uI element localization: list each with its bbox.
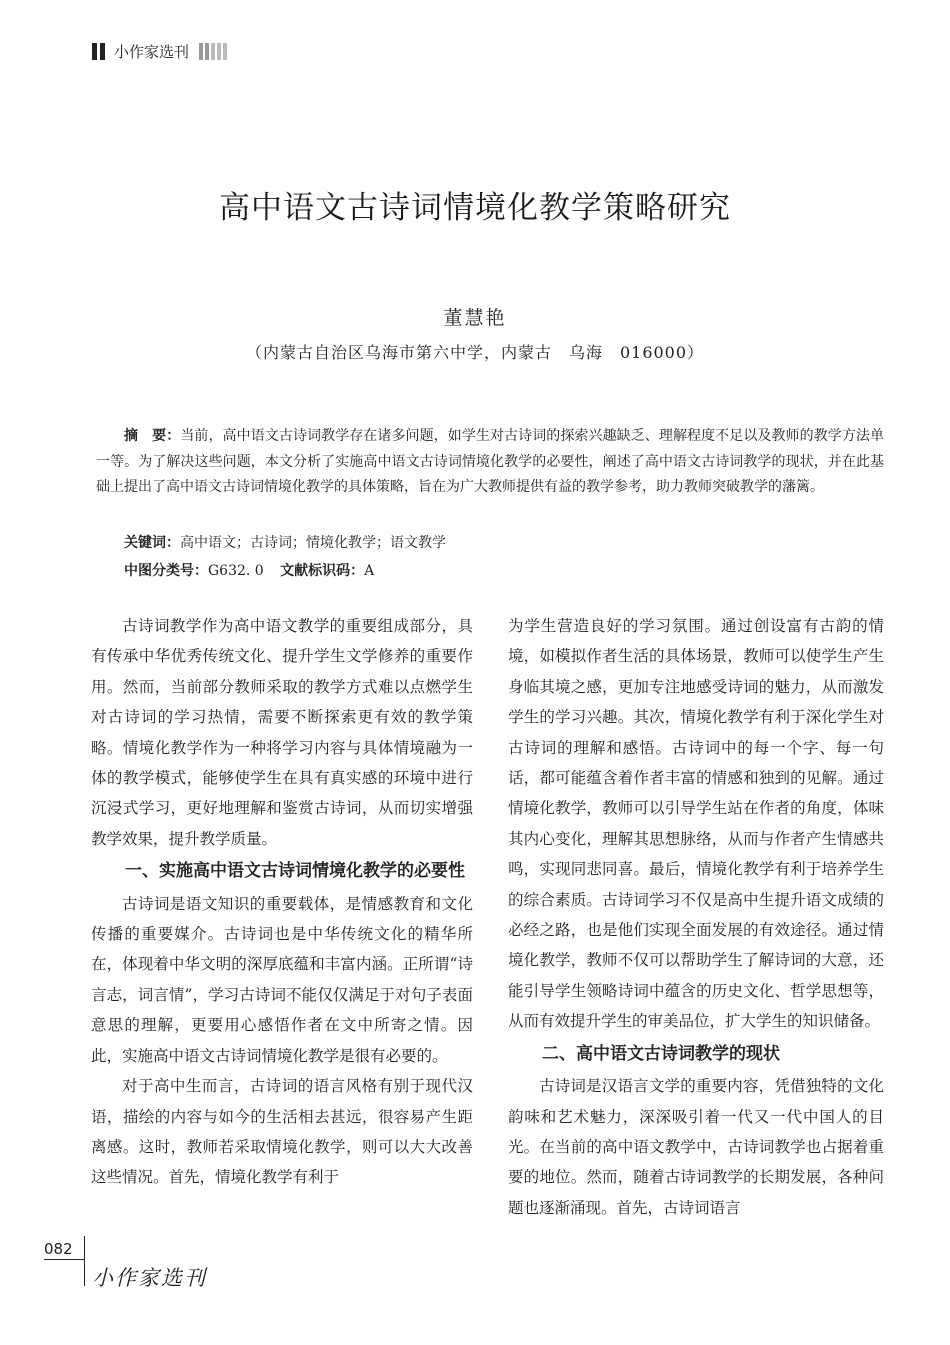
header-bar-decoration: [223, 43, 227, 60]
author-affiliation: （内蒙古自治区乌海市第六中学，内蒙古 乌海 016000）: [245, 343, 705, 362]
footer-divider: [44, 1259, 84, 1260]
doc-code-label: 文献标识码：: [280, 563, 365, 579]
header-bar-decoration: [205, 43, 209, 60]
body-paragraph: 古诗词是汉语言文学的重要内容，凭借独特的文化韵味和艺术魅力，深深吸引着一代又一代中国人的目光。在当前的高中语文教学中，古诗词教学也占据着重要的地位。然而，随着古诗词教学的长期发展，各种问题也逐渐涌现。首先，古诗词语言: [508, 1077, 884, 1217]
body-paragraph: 古诗词教学作为高中语文教学的重要组成部分，具有传承中华优秀传统文化、提升学生文学修养的重要作用。然而，当前部分教师采取的教学方式难以点燃学生对古诗词的学习热情，需要不断探索更有效的教学策略。情境化教学作为一种将学习内容与具体情境融为一体的教学模式，能够使学生在具有真实感的环境中进行沉浸式学习，更好地理解和鉴赏古诗词，从而切实增强教学效果，提升教学质量。: [91, 617, 473, 848]
header-bar-decoration: [199, 43, 203, 60]
body-paragraph: 古诗词是语文知识的重要载体，是情感教育和文化传播的重要媒介。古诗词也是中华传统文化的精华所在，体现着中华文明的深厚底蕴和丰富内涵。正所谓“诗言志，词言情”，学习古诗词不能仅仅满足于对句子表面意思的理解，更要用心感悟作者在文中所寄之情。因此，实施高中语文古诗词情境化教学是很有必要的。: [91, 894, 473, 1065]
keywords-label: 关键词：: [124, 535, 180, 551]
article-title: 高中语文古诗词情境化教学策略研究: [219, 190, 731, 226]
article-author: 董慧艳: [443, 307, 507, 329]
header-bar-decoration: [92, 43, 97, 60]
page-number: 082: [44, 1240, 73, 1258]
journal-header: [92, 40, 229, 62]
body-column-right: [508, 611, 884, 1223]
doc-code-value: A: [364, 563, 375, 579]
header-bar-decoration: [217, 43, 221, 60]
abstract: [96, 424, 884, 501]
body-column-left: [91, 611, 473, 1193]
header-bar-decoration: [211, 43, 215, 60]
body-paragraph: 为学生营造良好的学习氛围。通过创设富有古韵的情境，如模拟作者生活的具体场景，教师可以使学生产生身临其境之感，更加专注地感受诗词的魅力，从而激发学生的学习兴趣。其次，情境化教学有利于深化学生对古诗词的理解和感悟。古诗词中的每一个字、每一句话，都可能蕴含着作者丰富的情感和独到的见解。通过情境化教学，教师可以引导学生站在作者的角度，体味其内心变化，理解其思想脉络，从而与作者产生情感共鸣，实现同悲同喜。最后，情境化教学有利于培养学生的综合素质。古诗词学习不仅是高中生提升语文成绩的必经之路，也是他们实现全面发展的有效途径。通过情境化教学，教师不仅可以帮助学生了解诗词的大意，还能引导学生领略诗词中蕴含的历史文化、哲学思想等，从而有效提升学生的审美品位，扩大学生的知识储备。: [508, 617, 884, 1031]
abstract-text: 当前，高中语文古诗词教学存在诸多问题，如学生对古诗词的探索兴趣缺乏、理解程度不足以及教师的教学方法单一等。为了解决这些问题，本文分析了实施高中语文古诗词情境化教学的必要性，阐述了高中语文古诗词教学的现状，并在此基础上提出了高中语文古诗词情境化教学的具体策略，旨在为广大教师提供有益的教学参考，助力教师突破教学的藩篱。: [96, 428, 885, 495]
keywords-line: [124, 531, 446, 556]
section-heading: 一、实施高中语文古诗词情境化教学的必要性: [125, 861, 465, 882]
journal-name: 小作家选刊: [114, 42, 190, 61]
body-paragraph: 对于高中生而言，古诗词的语言风格有别于现代汉语，描绘的内容与如今的生活相去甚远，很容易产生距离感。这时，教师若采取情境化教学，则可以大大改善这些情况。首先，情境化教学有利于: [91, 1077, 473, 1187]
keywords-value: 高中语文；古诗词；情境化教学；语文教学: [180, 535, 446, 551]
header-bar-decoration: [100, 43, 105, 60]
clc-label: 中图分类号：: [124, 563, 208, 579]
journal-logo: 小作家选刊: [92, 1266, 207, 1290]
clc-value: G632. 0: [208, 563, 264, 579]
section-heading: 二、高中语文古诗词教学的现状: [542, 1043, 780, 1064]
footer-divider: [84, 1236, 85, 1286]
abstract-label: 摘 要：: [124, 428, 181, 444]
classification-line: [124, 559, 374, 584]
